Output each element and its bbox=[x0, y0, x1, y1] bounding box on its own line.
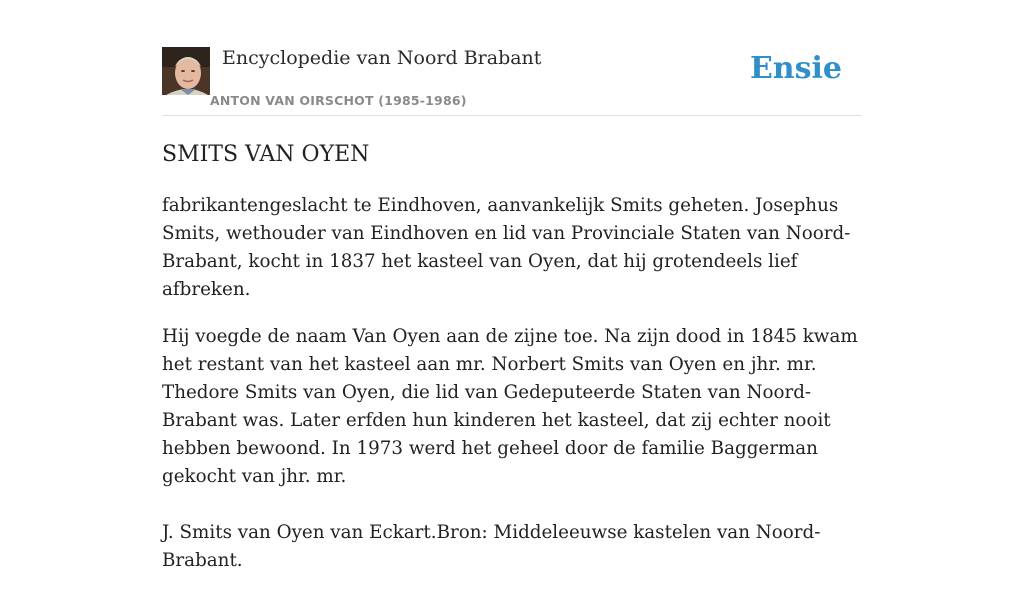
author-avatar[interactable] bbox=[162, 47, 210, 95]
ensie-logo[interactable]: Ensie bbox=[749, 51, 842, 86]
book-title[interactable]: Encyclopedie van Noord Brabant bbox=[222, 47, 542, 69]
entry-body bbox=[162, 192, 862, 594]
entry-paragraph: fabrikantengeslacht te Eindhoven, aanvankelijk Smits geheten. Josephus Smits, wethouder van Eindhoven en lid van Provinciale Staten van Noord-Brabant, kocht in 1837 het kasteel van Oyen, dat hij grotendeels lief afbreken. bbox=[162, 195, 851, 300]
author-name[interactable]: ANTON VAN OIRSCHOT (1985-1986) bbox=[210, 93, 467, 108]
entry-title: SMITS VAN OYEN bbox=[162, 142, 370, 167]
entry-source: J. Smits van Oyen van Eckart.Bron: Middeleeuwse kastelen van Noord-Brabant. bbox=[162, 522, 821, 571]
entry-card bbox=[162, 0, 862, 571]
author-portrait-icon bbox=[162, 47, 210, 95]
header bbox=[162, 0, 862, 116]
entry-paragraph: Hij voegde de naam Van Oyen aan de zijne toe. Na zijn dood in 1845 kwam het restant van het kasteel aan mr. Norbert Smits van Oyen en jhr. mr. Thedore Smits van Oyen, die lid van Gedeputeerde Staten van Noord-Brabant was. Later erfden hun kinderen het kasteel, dat zij echter nooit hebben bewoond. In 1973 werd het geheel door de familie Baggerman gekocht van jhr. mr. bbox=[162, 326, 858, 487]
